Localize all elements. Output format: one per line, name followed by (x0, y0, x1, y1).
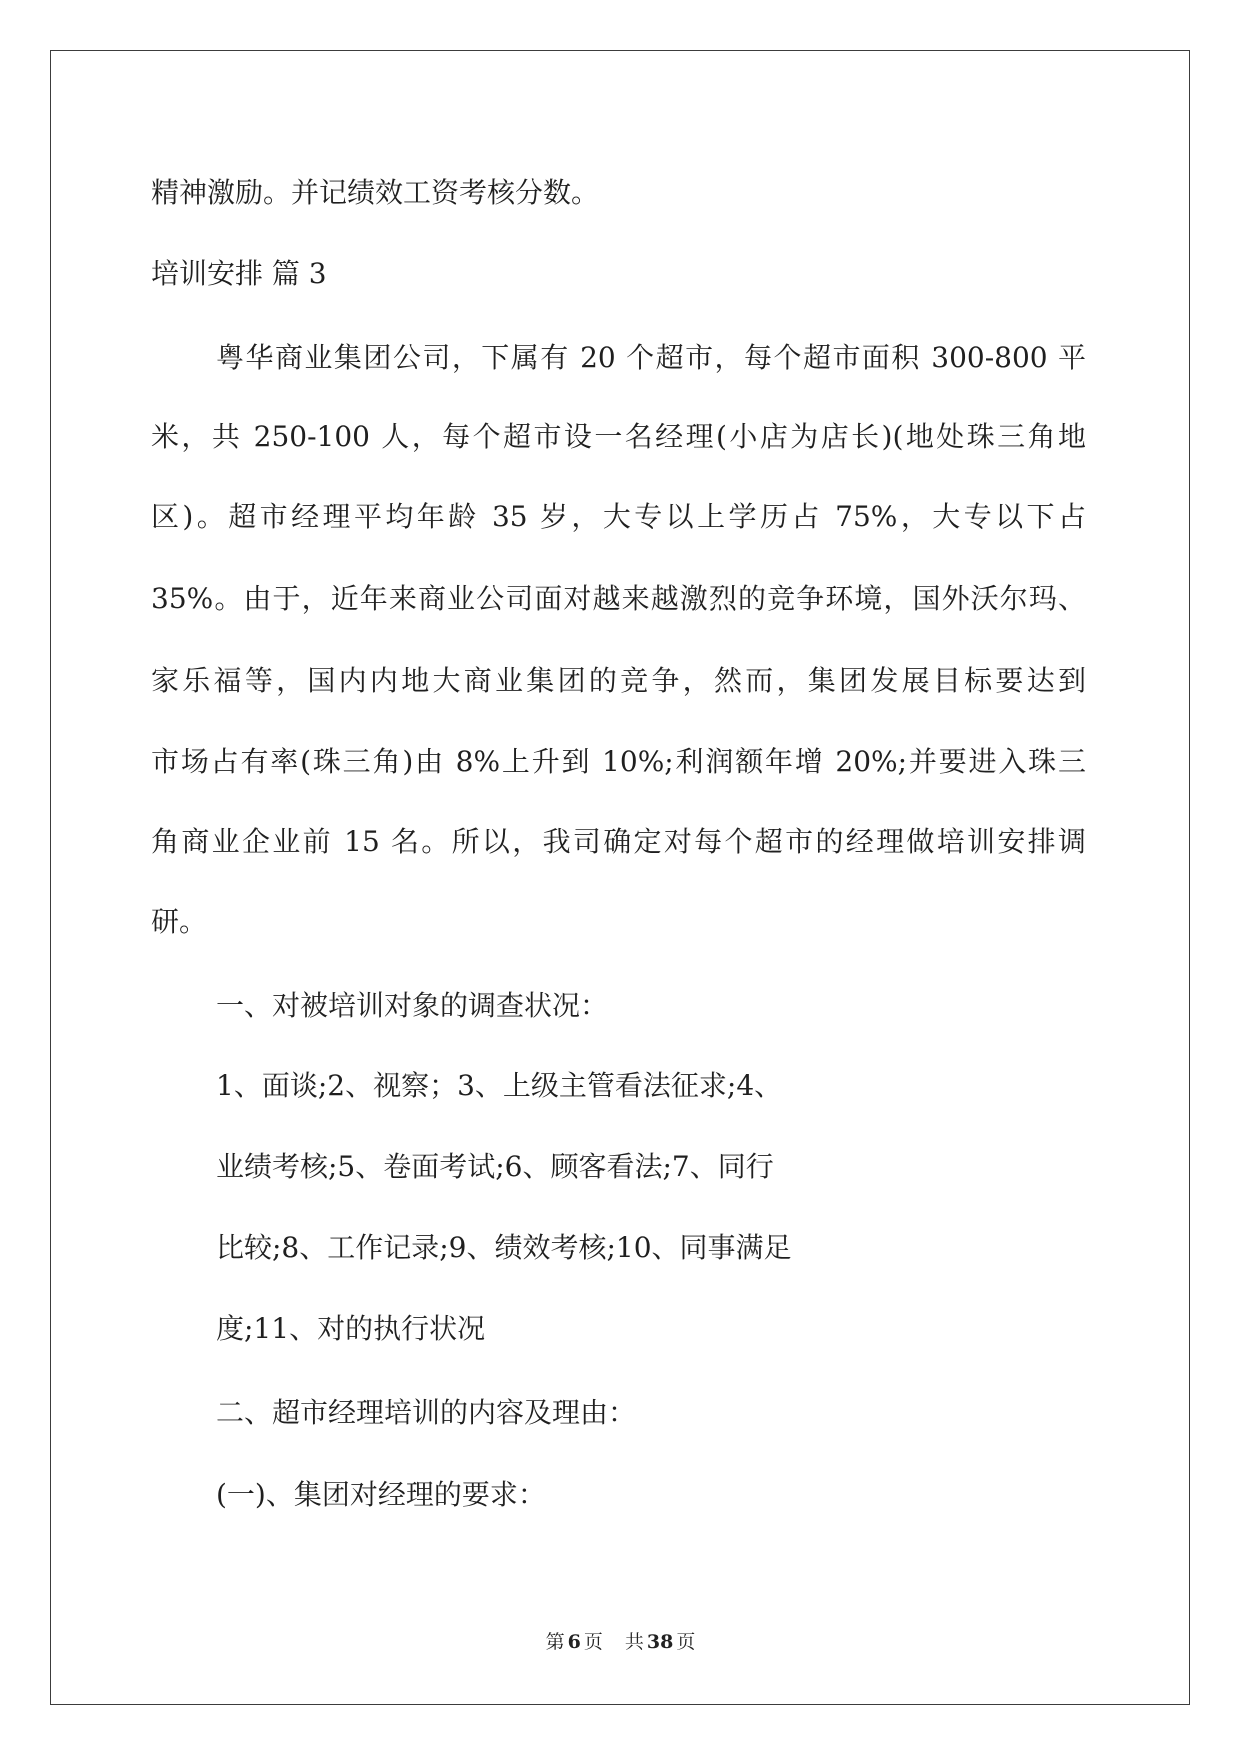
continuation-line: 精神激励。并记绩效工资考核分数。 (151, 176, 600, 209)
paragraph-line: 比较;8、工作记录;9、绩效考核;10、同事满足 (216, 1231, 792, 1264)
paragraph-line: 35%。由于，近年来商业公司面对越来越激烈的竞争环境，国外沃尔玛、 (151, 582, 1086, 615)
content-heading: 二、超市经理培训的内容及理由： (216, 1396, 637, 1429)
section-title: 培训安排 篇 3 (151, 257, 327, 290)
page-footer (0, 1630, 1241, 1654)
total-prefix: 共 (624, 1631, 644, 1653)
paragraph-line: 米，共 250-100 人，每个超市设一名经理(小店为店长)(地处珠三角地 (151, 420, 1086, 453)
paragraph-line: 市场占有率(珠三角)由 8%上升到 10%;利润额年增 20%;并要进入珠三 (151, 745, 1086, 778)
subsection-heading: (一)、集团对经理的要求： (216, 1478, 546, 1511)
paragraph-line: 区)。超市经理平均年龄 35 岁，大专以上学历占 75%，大专以下占 (151, 500, 1086, 533)
paragraph-line: 粤华商业集团公司，下属有 20 个超市，每个超市面积 300-800 平 (216, 341, 1086, 374)
paragraph-line: 1、面谈;2、视察；3、上级主管看法征求;4、 (216, 1069, 783, 1102)
page-number: 6 (567, 1631, 581, 1653)
page-border (50, 50, 1190, 1705)
paragraph-line: 业绩考核;5、卷面考试;6、顾客看法;7、同行 (216, 1150, 774, 1183)
page-suffix: 页 (583, 1631, 603, 1653)
total-suffix: 页 (676, 1631, 696, 1653)
page-prefix: 第 (545, 1631, 565, 1653)
paragraph-line: 度;11、对的执行状况 (216, 1312, 486, 1345)
paragraph-line: 家乐福等，国内内地大商业集团的竞争，然而，集团发展目标要达到 (151, 664, 1086, 697)
total-pages: 38 (646, 1631, 674, 1653)
paragraph-line: 研。 (151, 905, 208, 938)
survey-heading: 一、对被培训对象的调查状况： (216, 989, 609, 1022)
paragraph-line: 角商业企业前 15 名。所以，我司确定对每个超市的经理做培训安排调 (151, 825, 1086, 858)
